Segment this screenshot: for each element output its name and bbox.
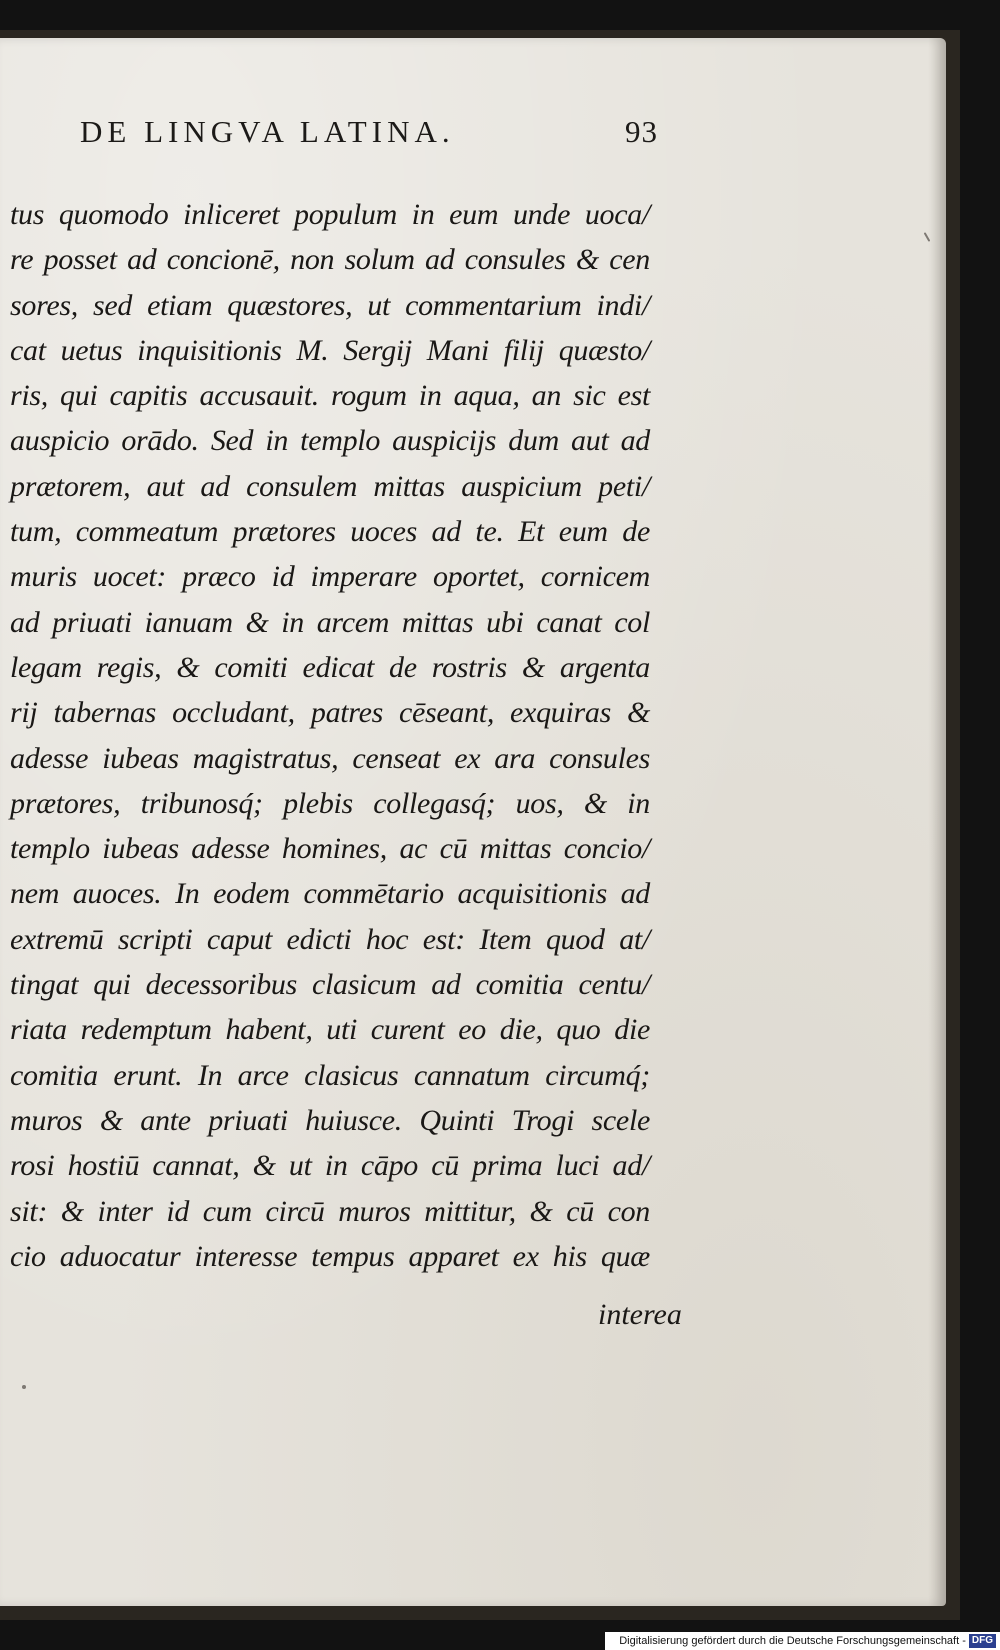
text-line: muris uocet: præco id imperare oportet, cornicem bbox=[10, 560, 650, 594]
text-line: tum, commeatum prætores uoces ad te. Et eum de bbox=[10, 515, 650, 549]
text-line: nem auoces. In eodem commētario acquisitionis ad bbox=[10, 877, 650, 911]
text-line: comitia erunt. In arce clasicus cannatum circumq́; bbox=[10, 1058, 650, 1092]
digitization-credit bbox=[605, 1632, 1000, 1650]
text-line: rij tabernas occludant, patres cēseant, exquiras & bbox=[10, 696, 650, 730]
text-line: sores, sed etiam quæstores, ut commentarium indi/ bbox=[10, 288, 650, 322]
text-line: tingat qui decessoribus clasicum ad comitia centu/ bbox=[10, 968, 650, 1002]
text-line: extremū scripti caput edicti hoc est: Item quod at/ bbox=[10, 922, 650, 956]
dfg-logo: DFG bbox=[969, 1634, 996, 1648]
digitization-credit-text: Digitalisierung gefördert durch die Deutsche Forschungsgemeinschaft - bbox=[619, 1635, 966, 1647]
ink-speck bbox=[22, 1385, 26, 1389]
text-line: templo iubeas adesse homines, ac cū mittas concio/ bbox=[10, 832, 650, 866]
text-line: rosi hostiū cannat, & ut in cāpo cū prima luci ad/ bbox=[10, 1149, 650, 1183]
text-line: sit: & inter id cum circū muros mittitur, & cū con bbox=[10, 1194, 650, 1228]
text-line: riata redemptum habent, uti curent eo die, quo die bbox=[10, 1013, 650, 1047]
text-line: tus quomodo inliceret populum in eum unde uoca/ bbox=[10, 198, 650, 231]
text-line: auspicio orādo. Sed in templo auspicijs dum aut ad bbox=[10, 424, 650, 458]
text-line: re posset ad concionē, non solum ad consules & cen bbox=[10, 243, 650, 277]
text-line: legam regis, & comiti edicat de rostris & argenta bbox=[10, 650, 650, 684]
running-head bbox=[80, 108, 680, 158]
text-line: cio aduocatur interesse tempus apparet ex his quæ bbox=[10, 1239, 650, 1273]
running-head-title: DE LINGVA LATINA. bbox=[80, 114, 455, 149]
page-number: 93 bbox=[625, 114, 658, 149]
text-line: muros & ante priuati huiusce. Quinti Trogi scele bbox=[10, 1103, 650, 1137]
text-line: cat uetus inquisitionis M. Sergij Mani filij quæsto/ bbox=[10, 333, 650, 367]
catchword: interea bbox=[598, 1298, 682, 1331]
text-line: ad priuati ianuam & in arcem mittas ubi canat col bbox=[10, 605, 650, 639]
page-edge-shading bbox=[928, 38, 946, 1606]
body-text bbox=[10, 192, 675, 1279]
text-line: prætorem, aut ad consulem mittas auspicium peti/ bbox=[10, 469, 650, 503]
text-line: adesse iubeas magistratus, censeat ex ara consules bbox=[10, 741, 650, 775]
text-line: ris, qui capitis accusauit. rogum in aqua, an sic est bbox=[10, 379, 650, 413]
text-line: prætores, tribunosq́; plebis collegasq́; uos, & in bbox=[10, 786, 650, 820]
